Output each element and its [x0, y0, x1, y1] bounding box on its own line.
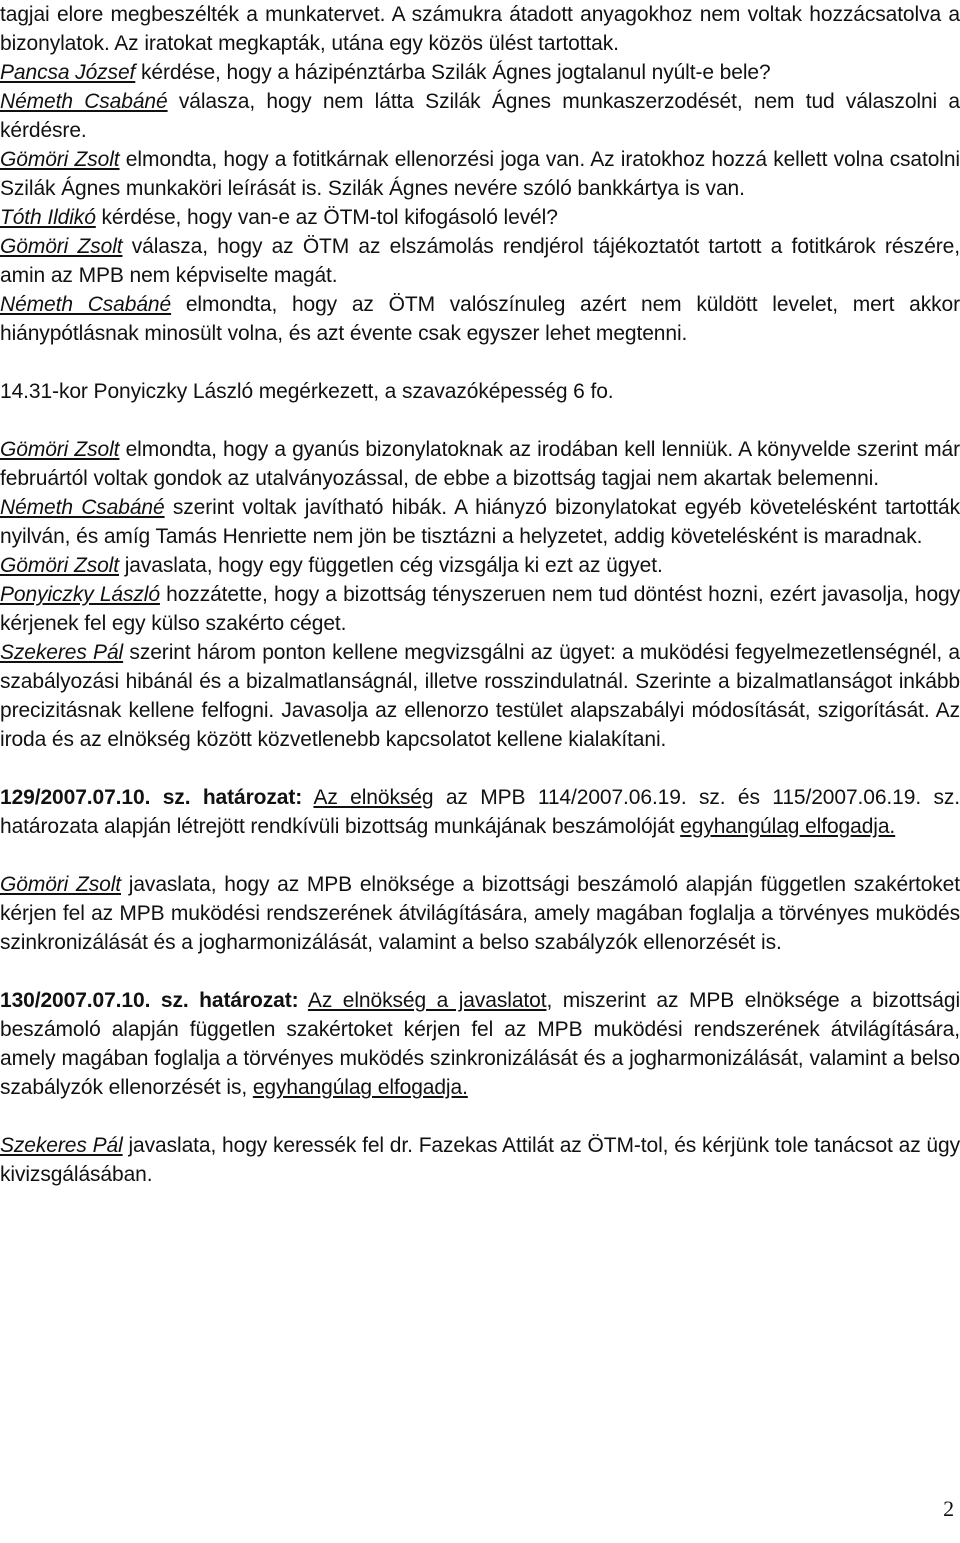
paragraph-text: az MPB 114/2007.06.19. sz. és 115/2007.06.19. sz. határozata alapján létrejött rendkívüli bizottság munkájának beszámolóját [0, 786, 960, 838]
paragraph-text: elmondta, hogy a gyanús bizonylatoknak az irodában kell lenniük. A könyvelde szerint már februártól voltak gondok az utalványozással, de ebbe a bizottság tagjai nem akartak belemenni. [0, 438, 960, 490]
paragraph [0, 870, 960, 957]
paragraph-spacer [0, 841, 960, 870]
paragraph [0, 203, 960, 232]
paragraph-text [302, 786, 313, 809]
paragraph-text: szerint voltak javítható hibák. A hiányzó bizonylatokat egyéb követelésként tartották nyilván, és amíg Tamás Henriette nem jön be tisztázni a helyzetet, addig követelésként is maradnak. [0, 496, 960, 548]
speaker-name: Gömöri Zsolt [0, 438, 120, 461]
paragraph [0, 783, 960, 841]
underlined-text: Az elnökség [313, 786, 434, 809]
paragraph-spacer [0, 754, 960, 783]
paragraph-text: hozzátette, hogy a bizottság tényszeruen nem tud döntést hozni, ezért javasolja, hogy kérjenek fel egy külso szakérto céget. [0, 583, 960, 635]
paragraph-spacer [0, 957, 960, 986]
resolution-number: 130/2007.07.10. sz. határozat: [0, 989, 299, 1012]
paragraph [0, 493, 960, 551]
paragraph-text: elmondta, hogy az ÖTM valószínuleg azért nem küldött levelet, mert akkor hiánypótlásnak minosült volna, és azt évente csak egyszer lehet megtenni. [0, 293, 960, 345]
speaker-name: Tóth Ildikó [0, 206, 96, 229]
paragraph-text [299, 989, 308, 1012]
speaker-name: Szekeres Pál [0, 1134, 123, 1157]
paragraph [0, 377, 960, 406]
paragraph-text: elmondta, hogy a fotitkárnak ellenorzési joga van. Az iratokhoz hozzá kellett volna csatolni Szilák Ágnes munkaköri leírását is. Szilák Ágnes nevére szóló bankkártya is van. [0, 148, 960, 200]
speaker-name: Németh Csabáné [0, 90, 168, 113]
speaker-name: Németh Csabáné [0, 293, 172, 316]
page-number: 2 [943, 1496, 954, 1521]
resolution-number: 129/2007.07.10. sz. határozat: [0, 786, 303, 809]
speaker-name: Gömöri Zsolt [0, 873, 122, 896]
paragraph [0, 435, 960, 493]
paragraph-text: válasza, hogy az ÖTM az elszámolás rendjérol tájékoztatót tartott a fotitkárok részére, amin az MPB nem képviselte magát. [0, 235, 960, 287]
underlined-text: Az elnökség a javaslatot [307, 989, 547, 1012]
paragraph [0, 58, 960, 87]
underlined-text: egyhangúlag elfogadja. [252, 1076, 468, 1099]
speaker-name: Pancsa József [0, 61, 136, 84]
paragraph-text: kérdése, hogy a házipénztárba Szilák Ágnes jogtalanul nyúlt-e bele? [135, 61, 771, 84]
paragraph [0, 551, 960, 580]
paragraph-text: javaslata, hogy keressék fel dr. Fazekas Attilát az ÖTM-tol, és kérjünk tole tanácsot az ügy kivizsgálásában. [0, 1134, 960, 1186]
speaker-name: Németh Csabáné [0, 496, 165, 519]
underlined-text: egyhangúlag elfogadja. [680, 815, 896, 838]
paragraph-text: tagjai elore megbeszélték a munkatervet. A számukra átadott anyagokhoz nem voltak hozzácsatolva a bizonylatok. Az iratokat megkapták, utána egy közös ülést tartottak. [0, 3, 960, 55]
paragraph-text: , miszerint az MPB elnöksége a bizottsági beszámoló alapján független szakértoket kérjen fel az MPB muködési rendszerének átvilágítására, amely magában foglalja a törvényes muködés szinkronizálását és a jogharmonizálását, valamint a belso szabályzók ellenorzését is, [0, 989, 960, 1099]
paragraph [0, 232, 960, 290]
speaker-name: Szekeres Pál [0, 641, 124, 664]
paragraph-spacer [0, 348, 960, 377]
paragraph-spacer [0, 406, 960, 435]
paragraph [0, 986, 960, 1102]
paragraph-text: válasza, hogy nem látta Szilák Ágnes munkaszerzodését, nem tud válaszolni a kérdésre. [0, 90, 960, 142]
paragraph [0, 145, 960, 203]
paragraph [0, 87, 960, 145]
paragraph-text: javaslata, hogy az MPB elnöksége a bizottsági beszámoló alapján független szakértoket kérjen fel az MPB muködési rendszerének átvilágítására, amely magában foglalja a törvényes muködés szinkronizálását és a jogharmonizálását, valamint a belso szabályzók ellenorzését is. [0, 873, 960, 954]
paragraph [0, 0, 960, 58]
speaker-name: Gömöri Zsolt [0, 148, 120, 171]
paragraph [0, 1131, 960, 1189]
paragraph [0, 580, 960, 638]
speaker-name: Ponyiczky László [0, 583, 160, 606]
paragraph-text: 14.31-kor Ponyiczky László megérkezett, a szavazóképesség 6 fo. [0, 380, 614, 403]
speaker-name: Gömöri Zsolt [0, 554, 119, 577]
paragraph-text: kérdése, hogy van-e az ÖTM-tol kifogásoló levél? [95, 206, 558, 229]
paragraph-text: szerint három ponton kellene megvizsgálni az ügyet: a muködési fegyelmezetlenségnél, a szabályozási hibánál és a bizalmatlanságnál, illetve rosszindulatnál. Szerinte a bizalmatlanságot inkább precizitásnak kellene felfogni. Javasolja az ellenorzo testület alapszabályi módosítását, szigorítását. Az iroda és az elnökség között közvetlenebb kapcsolatot kellene kialakítani. [0, 641, 960, 751]
paragraph [0, 638, 960, 754]
speaker-name: Gömöri Zsolt [0, 235, 123, 258]
paragraph-spacer [0, 1102, 960, 1131]
paragraph-text: javaslata, hogy egy független cég vizsgálja ki ezt az ügyet. [119, 554, 663, 577]
paragraph [0, 290, 960, 348]
